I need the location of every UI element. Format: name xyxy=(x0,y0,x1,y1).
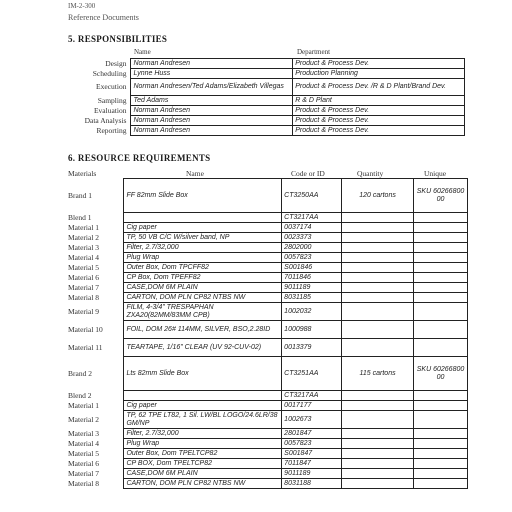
resource-requirements-table xyxy=(66,178,468,489)
resource-row xyxy=(66,459,468,469)
material-name: Outer Box, Dom TPELTCP82 xyxy=(124,449,282,459)
material-unique xyxy=(414,449,468,459)
res-col-name: Name xyxy=(186,169,204,178)
resource-row xyxy=(66,479,468,489)
material-code: 0013379 xyxy=(282,339,342,357)
role-label: Reporting xyxy=(96,125,127,135)
material-name: CARTON, DOM PLN CP82 NTBS NW xyxy=(124,293,282,303)
material-code: 0057823 xyxy=(282,439,342,449)
material-name: Plug Wrap xyxy=(124,439,282,449)
material-label: Material 3 xyxy=(68,428,100,438)
material-code: 0057823 xyxy=(282,253,342,263)
responsibilities-heading: 5. RESPONSIBILITIES xyxy=(68,34,168,44)
material-code: S001846 xyxy=(282,263,342,273)
material-code: 9011189 xyxy=(282,283,342,293)
material-unique xyxy=(414,273,468,283)
material-code: 8031188 xyxy=(282,479,342,489)
material-unique xyxy=(414,263,468,273)
material-label: Material 7 xyxy=(68,282,100,292)
material-code: 1002673 xyxy=(282,411,342,429)
resource-row xyxy=(66,273,468,283)
material-unique xyxy=(414,429,468,439)
material-name: CASE,DOM 6M PLAIN xyxy=(124,283,282,293)
resource-row xyxy=(66,233,468,243)
role-name: Norman Andresen xyxy=(131,106,293,116)
role-name: Norman Andresen xyxy=(131,116,293,126)
material-name: TP, 62 TPE LT82, 1 Sil. LW/BL LOGO/24.6LR/38 GM/NP xyxy=(124,411,282,429)
material-unique xyxy=(414,213,468,223)
resource-row xyxy=(66,411,468,429)
material-unique xyxy=(414,233,468,243)
res-col-code: Code or ID xyxy=(291,169,325,178)
resource-row xyxy=(66,253,468,263)
material-quantity xyxy=(342,449,414,459)
material-quantity xyxy=(342,459,414,469)
material-unique xyxy=(414,469,468,479)
role-name: Norman Andresen xyxy=(131,59,293,69)
material-quantity: 115 cartons xyxy=(342,357,414,391)
doc-id: IM-2-300 xyxy=(68,2,96,10)
material-label: Material 4 xyxy=(68,252,100,262)
material-quantity xyxy=(342,303,414,321)
material-label: Material 9 xyxy=(68,306,100,316)
material-quantity xyxy=(342,339,414,357)
resource-row xyxy=(66,339,468,357)
material-quantity xyxy=(342,233,414,243)
material-label: Material 8 xyxy=(68,292,100,302)
responsibility-row xyxy=(60,69,465,79)
responsibility-row xyxy=(60,79,465,96)
material-quantity xyxy=(342,411,414,429)
role-name: Norman Andresen xyxy=(131,126,293,136)
material-quantity xyxy=(342,273,414,283)
resource-row xyxy=(66,429,468,439)
material-unique xyxy=(414,411,468,429)
material-quantity xyxy=(342,321,414,339)
material-quantity xyxy=(342,391,414,401)
material-unique xyxy=(414,459,468,469)
material-code: 0017177 xyxy=(282,401,342,411)
resource-row xyxy=(66,263,468,273)
material-label: Blend 1 xyxy=(68,212,92,222)
material-name: Outer Box, Dom TPCFF82 xyxy=(124,263,282,273)
material-name: FILM, 4-3/4" TRESPAPHAN ZXA20(82MM/83MM CPB) xyxy=(124,303,282,321)
material-name: FF 82mm Slide Box xyxy=(124,179,282,213)
material-label: Material 5 xyxy=(68,262,100,272)
resp-col-department: Department xyxy=(297,48,331,56)
resource-row xyxy=(66,243,468,253)
responsibility-row xyxy=(60,116,465,126)
role-department: Product & Process Dev. xyxy=(293,116,465,126)
material-code: 1002032 xyxy=(282,303,342,321)
material-quantity xyxy=(342,439,414,449)
role-label: Design xyxy=(105,58,127,68)
material-unique xyxy=(414,253,468,263)
material-code: 0023373 xyxy=(282,233,342,243)
resource-row xyxy=(66,439,468,449)
material-quantity xyxy=(342,243,414,253)
material-unique xyxy=(414,339,468,357)
material-quantity xyxy=(342,429,414,439)
responsibility-row xyxy=(60,96,465,106)
resource-row xyxy=(66,469,468,479)
res-col-materials: Materials xyxy=(68,169,97,178)
resource-row xyxy=(66,213,468,223)
role-name: Norman Andresen/Ted Adams/Elizabeth Villegas xyxy=(131,79,293,96)
material-unique xyxy=(414,439,468,449)
material-label: Brand 2 xyxy=(68,368,92,378)
material-quantity xyxy=(342,253,414,263)
responsibility-row xyxy=(60,106,465,116)
material-label: Material 6 xyxy=(68,272,100,282)
material-label: Material 5 xyxy=(68,448,100,458)
material-name: Cig paper xyxy=(124,401,282,411)
resource-row xyxy=(66,293,468,303)
material-name: FOIL, DOM 26# 114MM, SILVER, BSO,2.28ID xyxy=(124,321,282,339)
material-quantity xyxy=(342,223,414,233)
material-code: 7011846 xyxy=(282,273,342,283)
material-code: 9011189 xyxy=(282,469,342,479)
material-code: CT3250AA xyxy=(282,179,342,213)
material-label: Material 2 xyxy=(68,232,100,242)
material-code: 1000988 xyxy=(282,321,342,339)
material-label: Material 7 xyxy=(68,468,100,478)
material-unique xyxy=(414,243,468,253)
role-department: Product & Process Dev. /R & D Plant/Brand Dev. xyxy=(293,79,465,96)
material-quantity: 120 cartons xyxy=(342,179,414,213)
material-unique xyxy=(414,283,468,293)
material-label: Material 1 xyxy=(68,222,100,232)
material-unique xyxy=(414,223,468,233)
material-unique: SKU 60266800 00 xyxy=(414,357,468,391)
material-unique: SKU 60266800 00 xyxy=(414,179,468,213)
material-code: 0037174 xyxy=(282,223,342,233)
material-label: Material 10 xyxy=(68,324,103,334)
material-code: 8031185 xyxy=(282,293,342,303)
material-quantity xyxy=(342,293,414,303)
material-code: 2802000 xyxy=(282,243,342,253)
role-department: Production Planning xyxy=(293,69,465,79)
material-label: Material 4 xyxy=(68,438,100,448)
res-col-unique: Unique xyxy=(424,169,447,178)
role-name: Ted Adams xyxy=(131,96,293,106)
responsibility-row xyxy=(60,59,465,69)
material-unique xyxy=(414,293,468,303)
material-label: Brand 1 xyxy=(68,190,92,200)
material-name: Cig paper xyxy=(124,223,282,233)
material-code: CT3251AA xyxy=(282,357,342,391)
resource-requirements-heading: 6. RESOURCE REQUIREMENTS xyxy=(68,153,211,163)
role-label: Execution xyxy=(96,82,127,91)
resource-row xyxy=(66,321,468,339)
material-quantity xyxy=(342,213,414,223)
resource-row xyxy=(66,223,468,233)
material-unique xyxy=(414,321,468,339)
material-quantity xyxy=(342,263,414,273)
material-label: Material 2 xyxy=(68,414,100,424)
material-name: TP, 50 VB C/C W/silver band, NP xyxy=(124,233,282,243)
resource-row xyxy=(66,283,468,293)
material-quantity xyxy=(342,469,414,479)
material-label: Material 11 xyxy=(68,342,103,352)
role-label: Scheduling xyxy=(92,68,127,78)
material-quantity xyxy=(342,479,414,489)
role-department: Product & Process Dev. xyxy=(293,106,465,116)
resource-row xyxy=(66,391,468,401)
material-name: CP Box, Dom TPEFF82 xyxy=(124,273,282,283)
resource-row xyxy=(66,179,468,213)
res-col-quantity: Quantity xyxy=(357,169,384,178)
role-label: Sampling xyxy=(97,95,127,105)
resource-row xyxy=(66,401,468,411)
material-name: TEARTAPE, 1/16" CLEAR (UV 92-CUV-02) xyxy=(124,339,282,357)
material-label: Blend 2 xyxy=(68,390,92,400)
material-unique xyxy=(414,401,468,411)
material-quantity xyxy=(342,401,414,411)
material-unique xyxy=(414,391,468,401)
material-code: 2801847 xyxy=(282,429,342,439)
material-label: Material 8 xyxy=(68,478,100,488)
role-department: Product & Process Dev. xyxy=(293,59,465,69)
material-name: CP BOX, Dom TPELTCP82 xyxy=(124,459,282,469)
material-name: Plug Wrap xyxy=(124,253,282,263)
material-name xyxy=(124,213,282,223)
material-name: CARTON, DOM PLN CP82 NTBS NW xyxy=(124,479,282,489)
material-code: S001847 xyxy=(282,449,342,459)
resource-row xyxy=(66,303,468,321)
responsibility-row xyxy=(60,126,465,136)
material-label: Material 3 xyxy=(68,242,100,252)
responsibilities-table xyxy=(60,58,465,136)
role-name: Lynne Huss xyxy=(131,69,293,79)
material-label: Material 6 xyxy=(68,458,100,468)
material-name: Filter, 2.7/32,000 xyxy=(124,429,282,439)
role-label: Data Analysis xyxy=(84,115,127,125)
material-code: CT3217AA xyxy=(282,213,342,223)
role-label: Evaluation xyxy=(93,105,127,115)
material-name: CASE,DOM 6M PLAIN xyxy=(124,469,282,479)
material-name: Filter, 2.7/32,000 xyxy=(124,243,282,253)
material-name xyxy=(124,391,282,401)
resource-row xyxy=(66,449,468,459)
material-unique xyxy=(414,303,468,321)
material-unique xyxy=(414,479,468,489)
material-name: Lts 82mm Slide Box xyxy=(124,357,282,391)
material-quantity xyxy=(342,283,414,293)
reference-documents-label: Reference Documents xyxy=(68,13,139,22)
role-department: Product & Process Dev. xyxy=(293,126,465,136)
material-code: CT3217AA xyxy=(282,391,342,401)
material-label: Material 1 xyxy=(68,400,100,410)
resource-row xyxy=(66,357,468,391)
resp-col-name: Name xyxy=(134,48,151,56)
role-department: R & D Plant xyxy=(293,96,465,106)
material-code: 7011847 xyxy=(282,459,342,469)
